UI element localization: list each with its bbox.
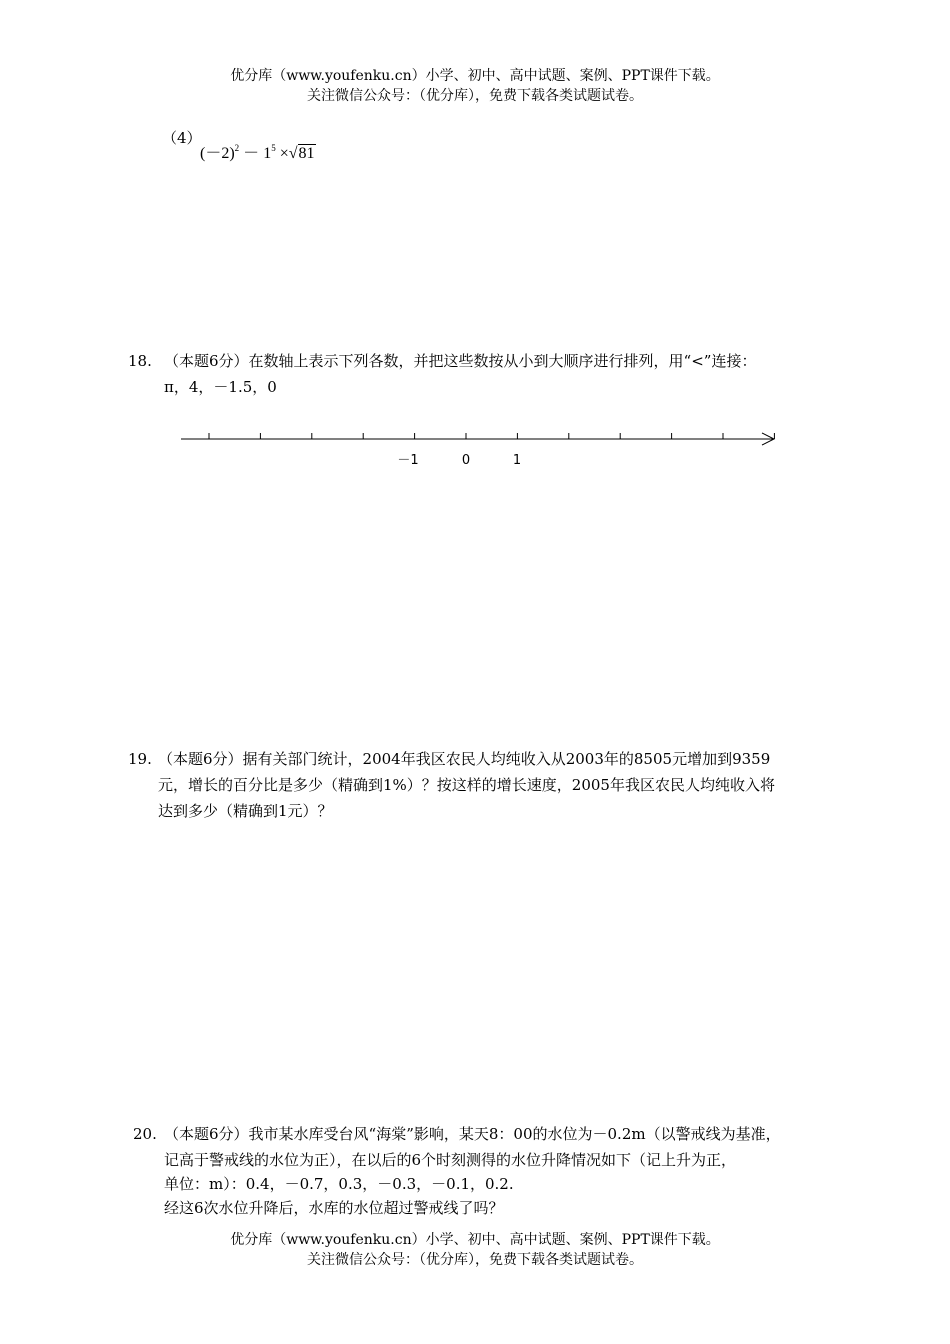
q20-line-4: 经这6次水位升降后，水库的水位超过警戒线了吗？ — [164, 1199, 504, 1217]
header-line-1: 优分库（www.youfenku.cn）小学、初中、高中试题、案例、PPT课件下载。 — [230, 68, 720, 84]
q17-part4-expression — [200, 140, 316, 163]
expr-exp1: 2 — [234, 143, 240, 153]
q19-line-1: （本题6分）据有关部门统计，2004年我区农民人均纯收入从2003年的8505元增加到9359 — [158, 750, 771, 768]
q20-line-2: 记高于警戒线的水位为正），在以后的6个时刻测得的水位升降情况如下（记上升为正， — [164, 1151, 737, 1169]
label-one: 1 — [512, 453, 522, 468]
q19-line-2: 元，增长的百分比是多少（精确到1%）？按这样的增长速度，2005年我区农民人均纯收入将 — [158, 776, 775, 794]
sqrt-sign: √ — [288, 145, 298, 162]
q17-part4-label: （4） — [162, 129, 202, 147]
number-line-ticks — [209, 433, 774, 439]
footer-line-2: 关注微信公众号：（优分库），免费下载各类试题试卷。 — [307, 1252, 643, 1268]
expr-base: (－2) — [200, 145, 235, 162]
q18-line-1: （本题6分）在数轴上表示下列各数，并把这些数按从小到大顺序进行排列，用“<”连接： — [164, 352, 757, 370]
expr-minus: － — [243, 145, 260, 162]
expr-one: 1 — [263, 145, 272, 162]
q18-number: 18. — [128, 352, 152, 370]
expr-exp2: 5 — [271, 143, 276, 153]
sqrt-radicand: 81 — [298, 145, 315, 162]
expr-times: × — [279, 145, 289, 162]
q20-line-3: 单位：m）：0.4，－0.7，0.3，－0.3，－0.1，0.2. — [164, 1175, 514, 1193]
q18-line-2: π，4，－1.5，0 — [164, 378, 277, 396]
header-line-2: 关注微信公众号：（优分库），免费下载各类试题试卷。 — [307, 88, 643, 104]
footer-line-1: 优分库（www.youfenku.cn）小学、初中、高中试题、案例、PPT课件下载。 — [230, 1232, 720, 1248]
q20-line-1: （本题6分）我市某水库受台风“海棠”影响，某天8：00的水位为－0.2m（以警戒线为基准， — [164, 1125, 781, 1143]
q19-number: 19. — [128, 750, 152, 768]
q20-number: 20. — [133, 1125, 157, 1143]
number-line — [0, 420, 950, 480]
label-minus-one: －1 — [397, 453, 419, 468]
label-zero: 0 — [461, 453, 471, 468]
q19-line-3: 达到多少（精确到1元）？ — [158, 802, 333, 820]
